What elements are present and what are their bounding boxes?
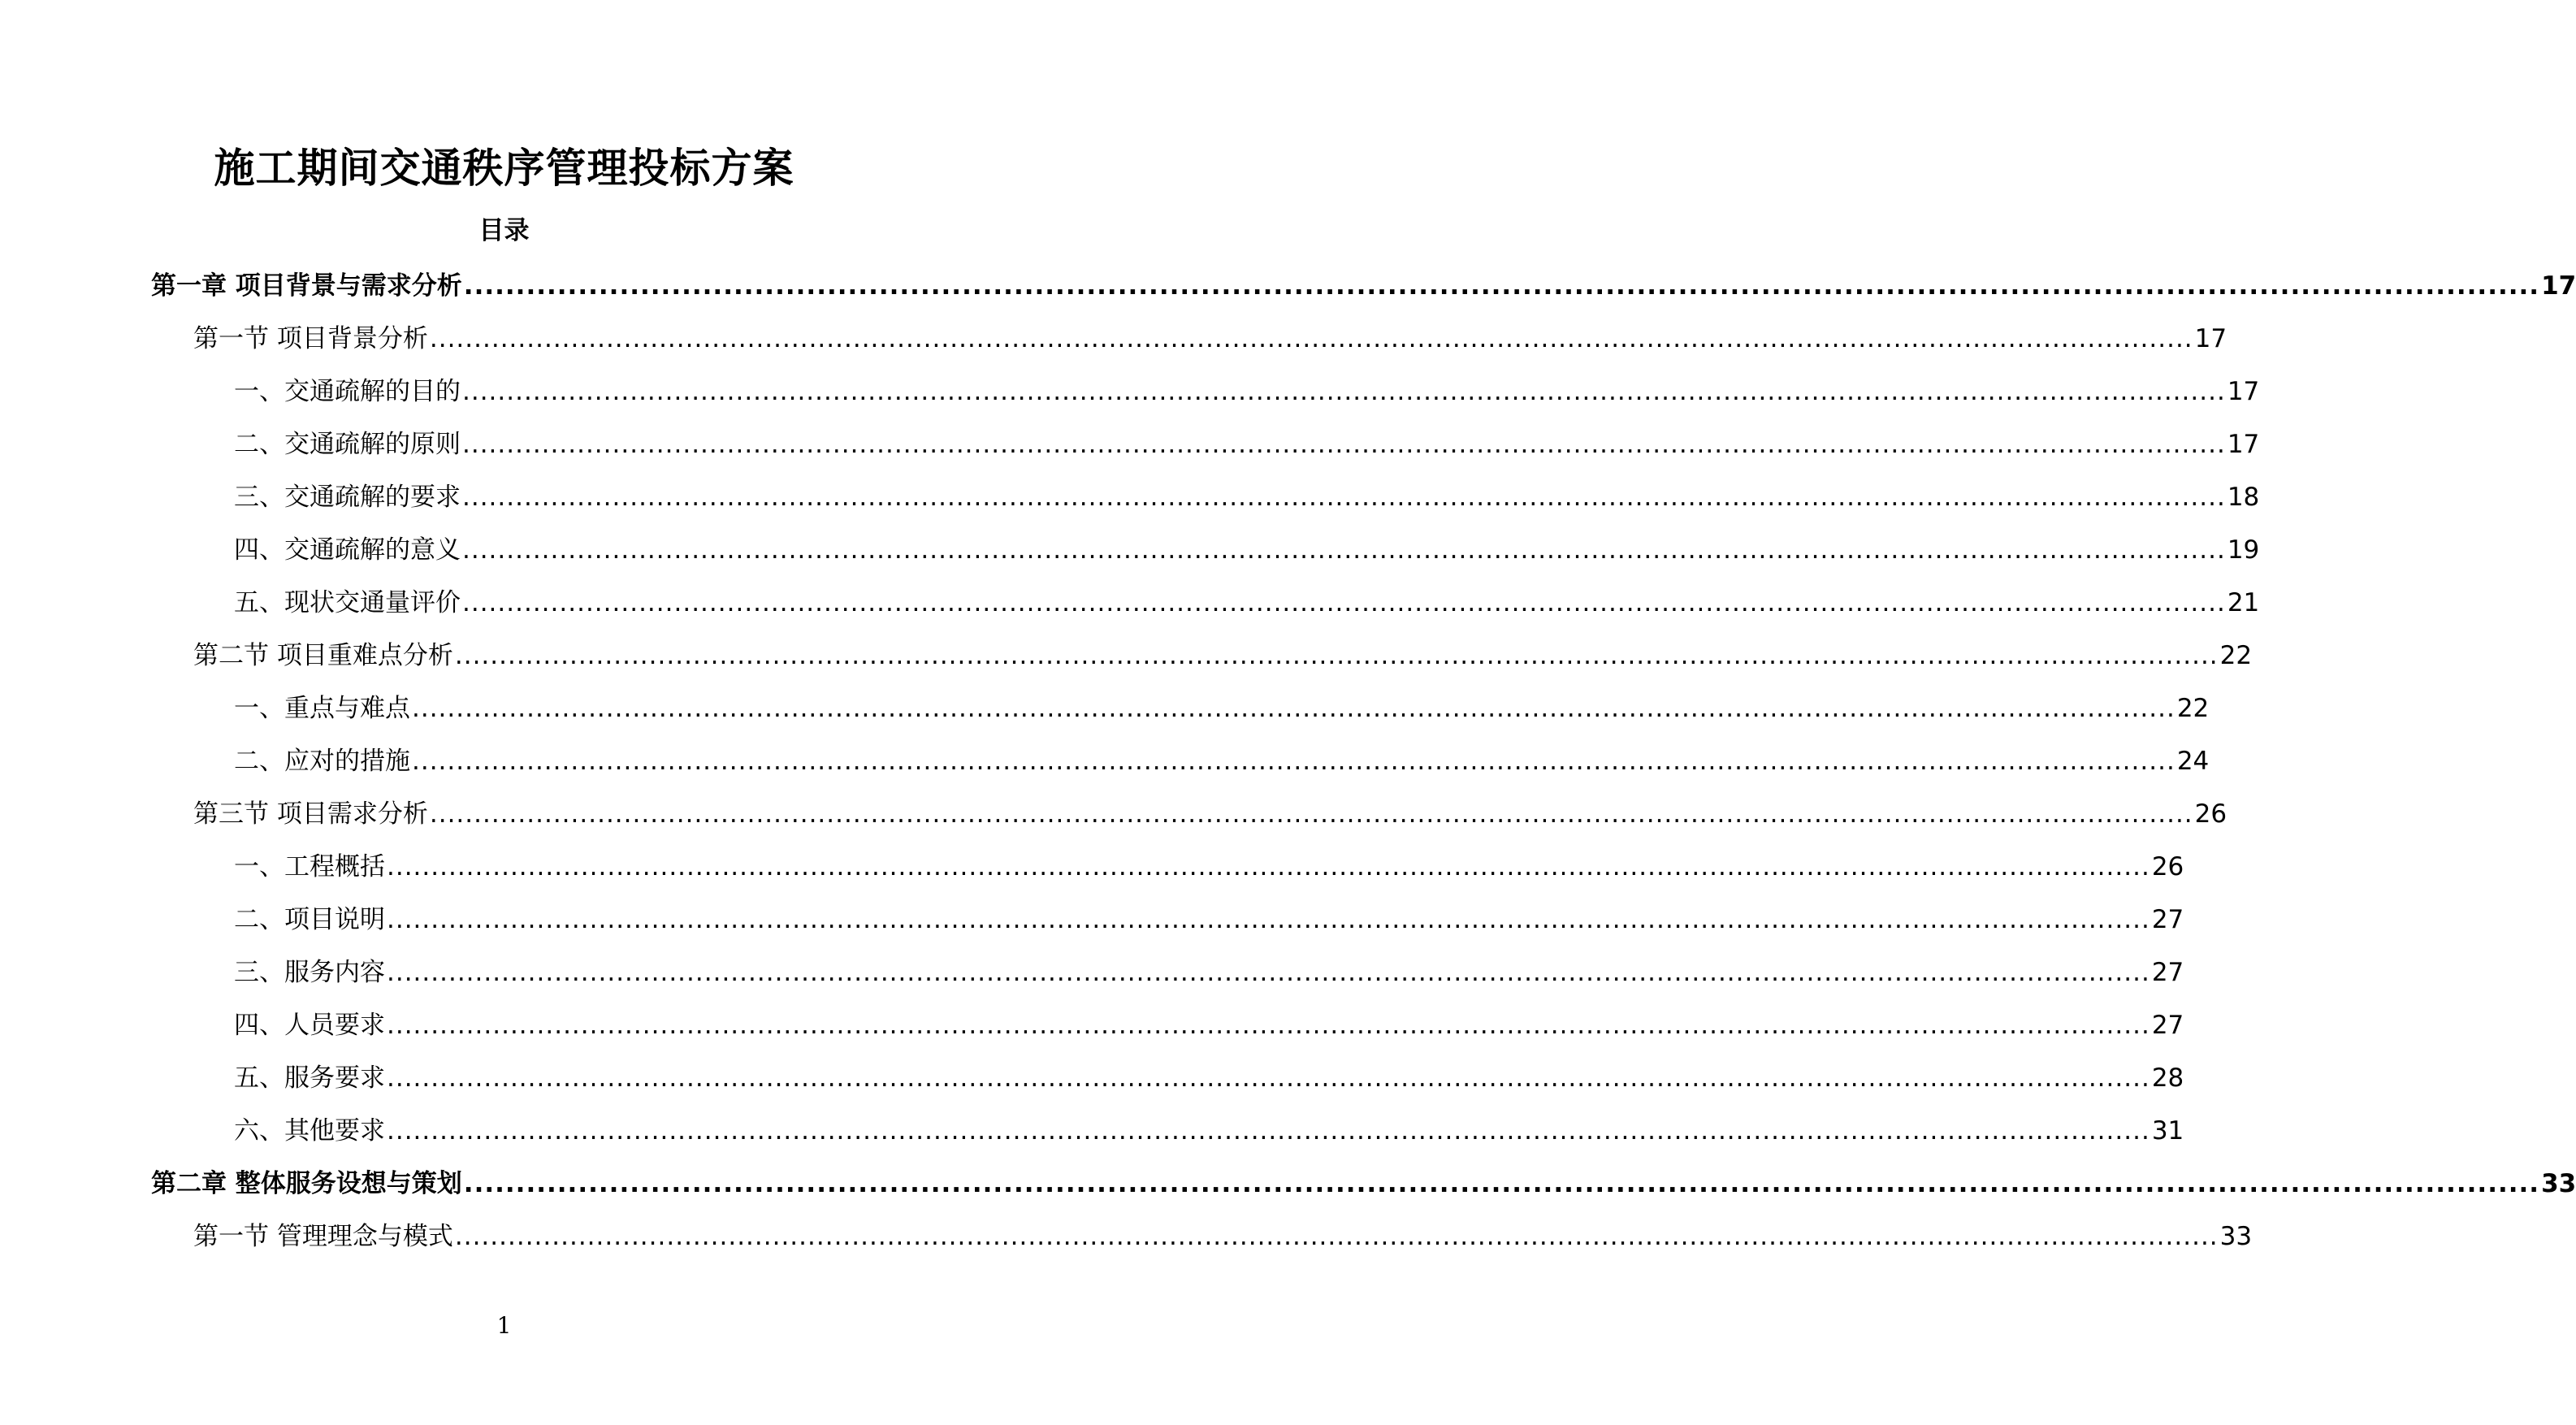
toc-dot-leader: ........................................................................................................................................................................................................	[429, 324, 2193, 353]
toc-entry-page: 27	[2151, 958, 2184, 987]
toc-entry-label: 四、人员要求	[234, 1011, 385, 1040]
toc-subsection-entry[interactable]	[234, 899, 2184, 940]
toc-entry-label: 二、应对的措施	[234, 747, 410, 776]
toc-entry-page: 22	[2219, 641, 2253, 670]
document-title: 施工期间交通秩序管理投标方案	[214, 145, 794, 192]
toc-subsection-entry[interactable]	[234, 583, 2260, 623]
toc-entry-label: 二、项目说明	[234, 905, 385, 934]
toc-entry-page: 26	[2194, 799, 2227, 829]
toc-dot-leader: ........................................................................................................................................................................................................	[429, 799, 2193, 829]
toc-subsection-entry[interactable]	[234, 741, 2210, 782]
toc-dot-leader: ........................................................................................................................................................................................................	[387, 905, 2150, 934]
toc-entry-label: 五、现状交通量评价	[234, 588, 461, 617]
toc-dot-leader: ........................................................................................................................................................................................................	[387, 1116, 2150, 1146]
toc-dot-leader: ........................................................................................................................................................................................................	[412, 747, 2176, 776]
toc-subsection-entry[interactable]	[234, 1058, 2184, 1098]
toc-entry-page: 27	[2151, 905, 2184, 934]
toc-dot-leader: ........................................................................................................................................................................................................	[462, 377, 2226, 406]
toc-dot-leader: ........................................................................................................................................................................................................	[454, 641, 2219, 670]
page-number: 1	[496, 1312, 512, 1339]
toc-entry-page: 31	[2151, 1116, 2184, 1146]
toc-entry-label: 第二节 项目重难点分析	[193, 641, 453, 670]
toc-entry-label: 三、交通疏解的要求	[234, 483, 461, 512]
toc-entry-page: 17	[2227, 430, 2260, 459]
toc-entry-page: 33	[2541, 1169, 2576, 1198]
toc-dot-leader: ........................................................................................................................................................................................................	[463, 271, 2540, 301]
toc-dot-leader: ........................................................................................................................................................................................................	[387, 958, 2150, 987]
toc-chapter-entry[interactable]	[151, 266, 2576, 306]
toc-chapter-entry[interactable]	[151, 1163, 2576, 1204]
toc-entry-label: 一、工程概括	[234, 852, 385, 881]
toc-entry-label: 四、交通疏解的意义	[234, 535, 461, 565]
toc-subsection-entry[interactable]	[234, 477, 2260, 518]
toc-entry-label: 一、交通疏解的目的	[234, 377, 461, 406]
toc-entry-label: 第一章 项目背景与需求分析	[151, 271, 462, 301]
toc-section-entry[interactable]	[193, 794, 2227, 834]
toc-dot-leader: ........................................................................................................................................................................................................	[387, 1011, 2150, 1040]
toc-subsection-entry[interactable]	[234, 530, 2260, 570]
toc-dot-leader: ........................................................................................................................................................................................................	[387, 1063, 2150, 1093]
toc-dot-leader: ........................................................................................................................................................................................................	[462, 535, 2226, 565]
toc-entry-page: 26	[2151, 852, 2184, 881]
toc-entry-page: 17	[2227, 377, 2260, 406]
toc-entry-label: 五、服务要求	[234, 1063, 385, 1093]
toc-section-entry[interactable]	[193, 635, 2253, 676]
toc-dot-leader: ........................................................................................................................................................................................................	[462, 588, 2226, 617]
toc-subsection-entry[interactable]	[234, 847, 2184, 887]
toc-entry-page: 17	[2194, 324, 2227, 353]
toc-dot-leader: ........................................................................................................................................................................................................	[462, 430, 2226, 459]
toc-entry-page: 27	[2151, 1011, 2184, 1040]
toc-entry-page: 18	[2227, 483, 2260, 512]
toc-entry-page: 28	[2151, 1063, 2184, 1093]
toc-entry-page: 17	[2541, 271, 2576, 301]
toc-entry-label: 二、交通疏解的原则	[234, 430, 461, 459]
toc-dot-leader: ........................................................................................................................................................................................................	[412, 694, 2176, 723]
toc-subsection-entry[interactable]	[234, 371, 2260, 412]
toc-entry-label: 第二章 整体服务设想与策划	[151, 1169, 462, 1198]
toc-entry-label: 第三节 项目需求分析	[193, 799, 428, 829]
toc-dot-leader: ........................................................................................................................................................................................................	[463, 1169, 2540, 1198]
toc-dot-leader: ........................................................................................................................................................................................................	[462, 483, 2226, 512]
toc-dot-leader: ........................................................................................................................................................................................................	[387, 852, 2150, 881]
toc-entry-page: 22	[2176, 694, 2210, 723]
toc-entry-label: 一、重点与难点	[234, 694, 410, 723]
toc-entry-label: 第一节 项目背景分析	[193, 324, 428, 353]
toc-entry-label: 三、服务内容	[234, 958, 385, 987]
toc-entry-page: 19	[2227, 535, 2260, 565]
toc-entry-page: 21	[2227, 588, 2260, 617]
toc-entry-page: 24	[2176, 747, 2210, 776]
toc-subsection-entry[interactable]	[234, 424, 2260, 465]
toc-subsection-entry[interactable]	[234, 688, 2210, 729]
toc-entry-page: 33	[2219, 1222, 2253, 1251]
toc-entry-label: 六、其他要求	[234, 1116, 385, 1146]
toc-subsection-entry[interactable]	[234, 1005, 2184, 1046]
toc-section-entry[interactable]	[193, 1216, 2253, 1257]
toc-subsection-entry[interactable]	[234, 1111, 2184, 1151]
toc-heading: 目录	[478, 216, 530, 245]
toc-dot-leader: ........................................................................................................................................................................................................	[454, 1222, 2219, 1251]
toc-subsection-entry[interactable]	[234, 952, 2184, 993]
toc-section-entry[interactable]	[193, 318, 2227, 359]
toc-entry-label: 第一节 管理理念与模式	[193, 1222, 453, 1251]
